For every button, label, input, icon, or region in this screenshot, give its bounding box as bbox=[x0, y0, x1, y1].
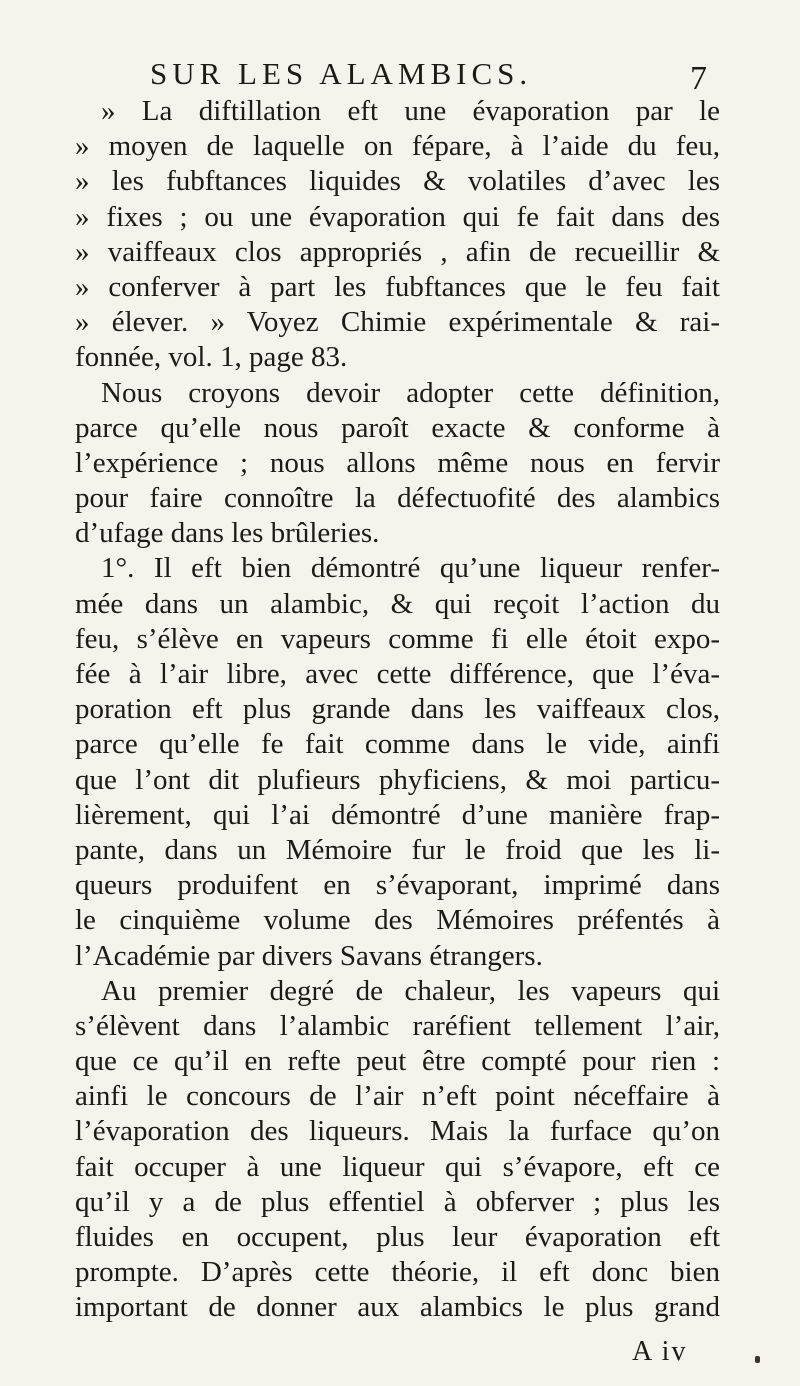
text-line: fonnée, vol. 1, page 83. bbox=[75, 341, 348, 374]
text-line: fait occuper à une liqueur qui s’évapore, eft ce bbox=[75, 1150, 720, 1183]
text-line: fluides en occupent, plus leur évaporation eft bbox=[75, 1221, 720, 1253]
text-line: l’évaporation des liqueurs. Mais la furface qu’on bbox=[75, 1115, 720, 1148]
paragraph-start-line: 1°. Il eft bien démontré qu’une liqueur renfer- bbox=[101, 552, 720, 585]
text-line: » les fubftances liquides & volatiles d’avec les bbox=[75, 165, 720, 198]
text-line: » élever. » Voyez Chimie expérimentale & rai- bbox=[75, 306, 720, 339]
page-number: 7 bbox=[690, 60, 707, 97]
text-line: lièrement, qui l’ai démontré d’une manière frap- bbox=[75, 798, 720, 831]
body-text bbox=[75, 94, 720, 1326]
text-line: poration eft plus grande dans les vaiffeaux clos, bbox=[75, 693, 720, 726]
text-line: prompte. D’après cette théorie, il eft donc bien bbox=[75, 1256, 720, 1289]
text-line: » fixes ; ou une évaporation qui fe fait dans des bbox=[75, 200, 720, 233]
text-line: l’expérience ; nous allons même nous en fervir bbox=[75, 446, 720, 479]
text-line: que l’ont dit plufieurs phyficiens, & moi particu- bbox=[75, 763, 720, 796]
ink-speck bbox=[755, 1356, 760, 1363]
text-line: mée dans un alambic, & qui reçoit l’action du bbox=[75, 587, 720, 620]
text-line: important de donner aux alambics le plus grand bbox=[75, 1291, 720, 1324]
text-line: d’ufage dans les brûleries. bbox=[75, 517, 380, 550]
text-line: queurs produifent en s’évaporant, imprimé dans bbox=[75, 869, 720, 902]
text-line: que ce qu’il en refte peut être compté pour rien : bbox=[75, 1045, 720, 1078]
signature-mark: A iv bbox=[632, 1336, 688, 1367]
text-line: s’élèvent dans l’alambic raréfient tellement l’air, bbox=[75, 1009, 720, 1042]
paragraph-start-line: Au premier degré de chaleur, les vapeurs qui bbox=[101, 974, 720, 1007]
paragraph-start-line: Nous croyons devoir adopter cette définition, bbox=[101, 376, 720, 409]
text-line: fée à l’air libre, avec cette différence, que l’éva- bbox=[75, 658, 720, 690]
text-line: » conferver à part les fubftances que le feu fait bbox=[75, 270, 720, 303]
running-title: SUR LES ALAMBICS. bbox=[150, 56, 533, 91]
text-line: » moyen de laquelle on fépare, à l’aide du feu, bbox=[75, 130, 720, 163]
text-line: » La diftillation eft une évaporation par le bbox=[101, 95, 720, 127]
text-line: l’Académie par divers Savans étrangers. bbox=[75, 939, 543, 972]
text-line: le cinquième volume des Mémoires préfentés à bbox=[75, 904, 720, 937]
text-line: qu’il y a de plus effentiel à obferver ; plus les bbox=[75, 1185, 720, 1218]
text-line: pante, dans un Mémoire fur le froid que les li- bbox=[75, 833, 720, 866]
text-line: ainfi le concours de l’air n’eft point néceffaire à bbox=[75, 1080, 720, 1113]
text-line: » vaiffeaux clos appropriés , afin de recueillir & bbox=[75, 235, 720, 268]
text-line: pour faire connoître la défectuofité des alambics bbox=[75, 482, 720, 515]
running-head bbox=[120, 56, 720, 96]
text-line: parce qu’elle nous paroît exacte & conforme à bbox=[75, 411, 720, 444]
text-line: parce qu’elle fe fait comme dans le vide, ainfi bbox=[75, 728, 720, 761]
text-line: feu, s’élève en vapeurs comme fi elle étoit expo- bbox=[75, 622, 720, 655]
